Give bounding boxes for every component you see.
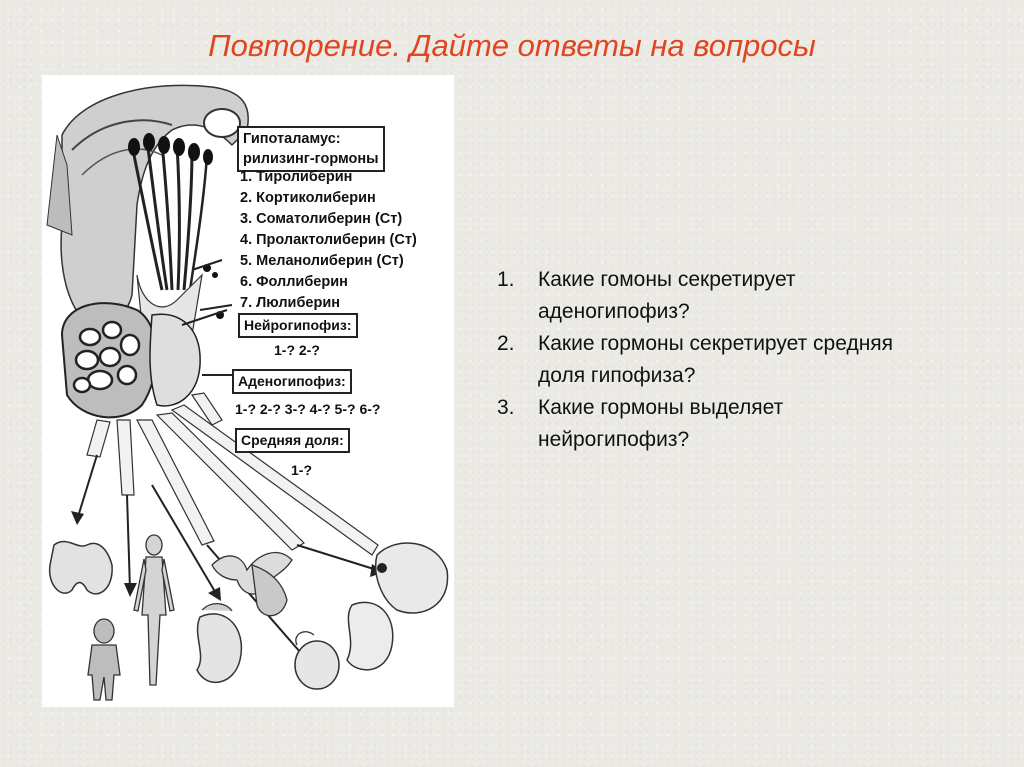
hormone-item: 6. Фоллиберин bbox=[240, 274, 348, 290]
middle-lobe-label: Средняя доля: bbox=[235, 428, 350, 453]
question-number: 2. bbox=[497, 332, 515, 355]
hormone-item: 3. Соматолиберин (Ст) bbox=[240, 211, 403, 227]
neurohypophysis-answer: 1-? 2-? bbox=[274, 342, 320, 358]
question-text: Какие гормоны выделяет нейрогипофиз? bbox=[538, 396, 784, 451]
question-item bbox=[497, 328, 908, 392]
hormone-item: 1. Тиролиберин bbox=[240, 169, 353, 185]
questions-list bbox=[497, 264, 908, 456]
question-item bbox=[497, 264, 908, 328]
question-number: 3. bbox=[497, 396, 515, 419]
question-number: 1. bbox=[497, 268, 515, 291]
hypothalamus-subtitle: рилизинг-гормоны bbox=[243, 151, 379, 167]
hypothalamus-label-box bbox=[237, 126, 385, 172]
hypothalamus-title: Гипоталамус: bbox=[243, 131, 341, 147]
hormone-item: 4. Пролактолиберин (Ст) bbox=[240, 232, 417, 248]
neurohypophysis-label: Нейрогипофиз: bbox=[238, 313, 358, 338]
hormone-item: 5. Меланолиберин (Ст) bbox=[240, 253, 404, 269]
hormone-item: 7. Люлиберин bbox=[240, 295, 340, 311]
hormone-item: 2. Кортиколиберин bbox=[240, 190, 376, 206]
question-text: Какие гормоны секретирует средняя доля гипофиза? bbox=[538, 332, 894, 387]
hypothalamus-pituitary-figure bbox=[42, 75, 454, 707]
middle-lobe-answer: 1-? bbox=[291, 462, 312, 478]
adenohypophysis-answer: 1-? 2-? 3-? 4-? 5-? 6-? bbox=[235, 401, 381, 417]
releasing-hormones-list bbox=[240, 167, 417, 314]
question-text: Какие гомоны секретирует аденогипофиз? bbox=[538, 268, 796, 323]
slide-title: Повторение. Дайте ответы на вопросы bbox=[208, 28, 816, 63]
adenohypophysis-label: Аденогипофиз: bbox=[232, 369, 352, 394]
question-item bbox=[497, 392, 908, 456]
